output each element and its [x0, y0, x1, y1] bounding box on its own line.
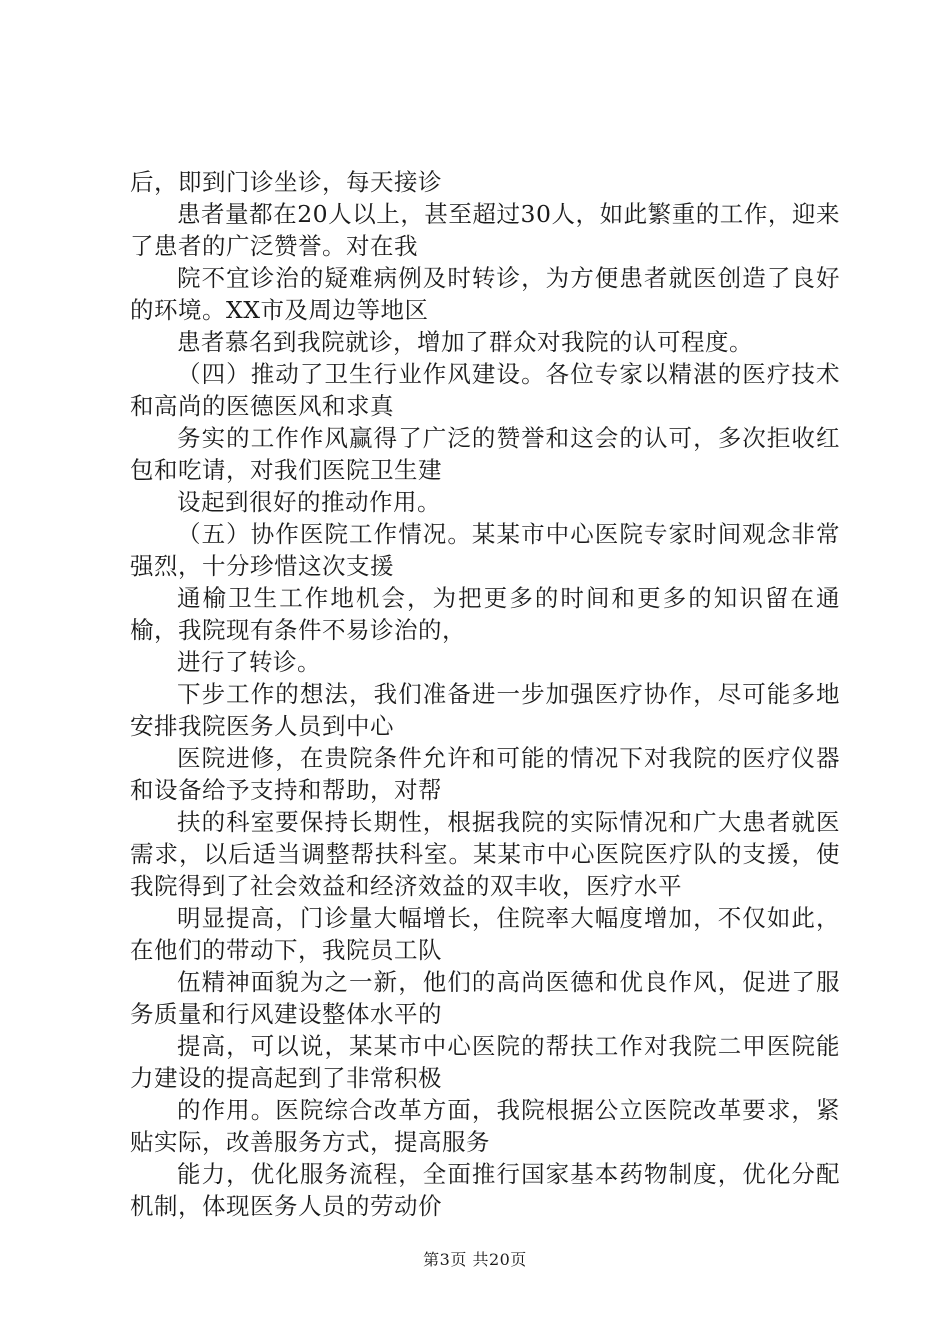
paragraph: （四）推动了卫生行业作风建设。各位专家以精湛的医疗技术和高尚的医德医风和求真 [130, 360, 840, 420]
paragraph: 明显提高，门诊量大幅增长，住院率大幅度增加，不仅如此，在他们的带动下，我院员工队 [130, 904, 840, 964]
paragraph: 的作用。医院综合改革方面，我院根据公立医院改革要求，紧贴实际，改善服务方式，提高服务 [130, 1096, 840, 1156]
paragraph: 医院进修，在贵院条件允许和可能的情况下对我院的医疗仪器和设备给予支持和帮助，对帮 [130, 744, 840, 804]
paragraph: 下步工作的想法，我们准备进一步加强医疗协作，尽可能多地安排我院医务人员到中心 [130, 680, 840, 740]
document-body [130, 166, 840, 1222]
paragraph: 院不宜诊治的疑难病例及时转诊，为方便患者就医创造了良好的环境。XX市及周边等地区 [130, 264, 840, 324]
paragraph: 患者慕名到我院就诊，增加了群众对我院的认可程度。 [177, 328, 753, 356]
paragraph: （五）协作医院工作情况。某某市中心医院专家时间观念非常强烈，十分珍惜这次支援 [130, 520, 840, 580]
paragraph: 扶的科室要保持长期性，根据我院的实际情况和广大患者就医需求，以后适当调整帮扶科室。某某市中心医院医疗队的支援，使我院得到了社会效益和经济效益的双丰收，医疗水平 [130, 808, 840, 900]
paragraph: 通榆卫生工作地机会，为把更多的时间和更多的知识留在通榆，我院现有条件不易诊治的， [130, 584, 840, 644]
paragraph: 提高，可以说，某某市中心医院的帮扶工作对我院二甲医院能力建设的提高起到了非常积极 [130, 1032, 840, 1092]
page-footer: 第3页 共20页 [423, 1250, 527, 1269]
paragraph: 务实的工作作风赢得了广泛的赞誉和这会的认可，多次拒收红包和吃请，对我们医院卫生建 [130, 424, 840, 484]
paragraph: 患者量都在20人以上，甚至超过30人，如此繁重的工作，迎来了患者的广泛赞誉。对在我 [130, 200, 840, 260]
paragraph: 后，即到门诊坐诊，每天接诊 [130, 168, 442, 196]
paragraph: 设起到很好的推动作用。 [177, 488, 441, 516]
paragraph: 能力，优化服务流程，全面推行国家基本药物制度，优化分配机制，体现医务人员的劳动价 [130, 1160, 840, 1220]
paragraph: 进行了转诊。 [177, 648, 321, 676]
paragraph: 伍精神面貌为之一新，他们的高尚医德和优良作风，促进了服务质量和行风建设整体水平的 [130, 968, 840, 1028]
